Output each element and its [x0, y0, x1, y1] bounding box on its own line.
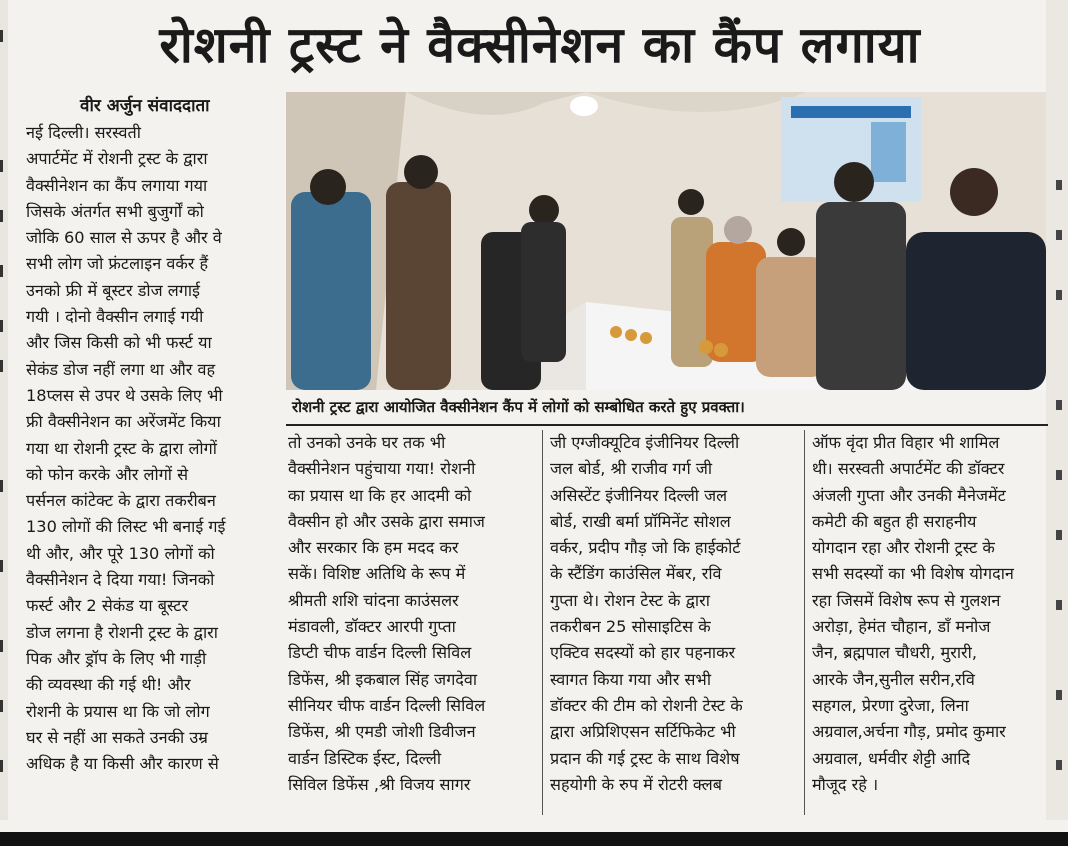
event-photo	[286, 92, 1046, 390]
article-line: पिक और ड्रॉप के लिए भी गाड़ी	[26, 648, 207, 668]
article-line: के स्टैंडिंग काउंसिल मेंबर, रवि	[550, 564, 722, 584]
article-line: स्वागत किया गया और सभी	[550, 669, 712, 689]
article-line: सेकंड डोज नहीं लगा था और वह	[26, 359, 216, 379]
article-line: उनको फ्री में बूस्टर डोज लगाई	[26, 280, 200, 300]
article-line: एक्टिव सदस्यों को हार पहनाकर	[550, 643, 736, 663]
article-line: तकरीबन 25 सोसाइटिस के	[550, 617, 711, 637]
article-line: अपार्टमेंट में रोशनी ट्रस्ट के द्वारा	[26, 149, 208, 169]
article-line: सिविल डिफेंस ,श्री विजय सागर	[288, 774, 471, 794]
article-line: सीनियर चीफ वार्डन दिल्ली सिविल	[288, 695, 486, 715]
article-line: अरोड़ा, हेमंत चौहान, डॉं मनोज	[812, 617, 991, 637]
article-line: अग्रवाल,अर्चना गौड़, प्रमोद कुमार	[812, 722, 1006, 742]
article-line: गुप्ता थे। रोशन टेस्ट के द्वारा	[550, 590, 710, 610]
article-line: 130 लोगों की लिस्ट भी बनाई गई	[26, 517, 226, 537]
article-line: श्रीमती शशि चांदना काउंसलर	[288, 590, 459, 610]
article-line: योगदान रहा और रोशनी ट्रस्ट के	[812, 538, 995, 558]
article-line: घर से नहीं आ सकते उनकी उम्र	[26, 727, 208, 747]
article-line: बोर्ड, राखी बर्मा प्रॉमिनेंट सोशल	[550, 511, 731, 531]
photo-caption: रोशनी ट्रस्ट द्वारा आयोजित वैक्सीनेशन कैंप में लोगों को सम्बोधित करते हुए प्रवक्ता।	[292, 398, 745, 416]
article-line: डिफेंस, श्री इकबाल सिंह जगदेवा	[288, 669, 478, 689]
article-column-4	[812, 430, 1052, 798]
article-line: अग्रवाल, धर्मवीर शेट्टी आदि	[812, 748, 971, 768]
article-line: मंडावली, डॉक्टर आरपी गुप्ता	[288, 617, 456, 637]
article-line: 18प्लस से उपर थे उसके लिए भी	[26, 385, 223, 405]
article-line: कमेटी की बहुत ही सराहनीय	[812, 511, 977, 531]
column-divider	[804, 430, 805, 815]
article-line: सभी सदस्यों का भी विशेष योगदान	[812, 564, 1014, 584]
article-line: जोकि 60 साल से ऊपर है और वे	[26, 228, 222, 248]
article-line: और जिस किसी को भी फर्स्ट या	[26, 333, 212, 353]
article-line: थी और, और पूरे 130 लोगों को	[26, 543, 215, 563]
article-line: फ्री वैक्सीनेशन का अरेंजमेंट किया	[26, 412, 221, 432]
article-line: जैन, ब्रह्मपाल चौधरी, मुरारी,	[812, 643, 977, 663]
article-line: वैक्सीनेशन का कैंप लगाया गया	[26, 175, 208, 195]
article-line: सभी लोग जो फ्रंटलाइन वर्कर हैं	[26, 254, 209, 274]
article-line: रोशनी के प्रयास था कि जो लोग	[26, 701, 210, 721]
article-column-1	[26, 120, 264, 777]
article-line: ऑफ वृंदा प्रीत विहार भी शामिल	[812, 433, 1000, 452]
article-line: वैक्सीन हो और उसके द्वारा समाज	[288, 511, 485, 531]
article-line: सकें। विशिष्ट अतिथि के रूप में	[288, 564, 466, 584]
article-line: अधिक है या किसी और कारण से	[26, 754, 219, 774]
article-line: फर्स्ट और 2 सेकंड या बूस्टर	[26, 596, 189, 616]
article-column-2	[288, 430, 528, 798]
article-line: द्वारा अप्रिशिएसन सर्टिफिकेट भी	[550, 722, 736, 742]
article-line: सहयोगी के रुप में रोटरी क्लब	[550, 774, 722, 794]
article-line: जल बोर्ड, श्री राजीव गर्ग जी	[550, 459, 713, 479]
article-headline: रोशनी ट्रस्ट ने वैक्सीनेशन का कैंप लगाया	[159, 16, 921, 74]
article-line: गयी । दोनो वैक्सीन लगाई गयी	[26, 307, 204, 327]
caption-rule	[286, 424, 1048, 426]
article-line: वैक्सीनेशन पहुंचाया गया! रोशनी	[288, 459, 476, 479]
article-line: और सरकार कि हम मदद कर	[288, 538, 459, 558]
article-line: थी। सरस्वती अपार्टमेंट की डॉक्टर	[812, 459, 1005, 479]
article-line: डिप्टी चीफ वार्डन दिल्ली सिविल	[288, 643, 472, 663]
article-line: को फोन करके और लोगों से	[26, 464, 189, 484]
article-line: मौजूद रहे ।	[812, 774, 879, 794]
column-divider	[542, 430, 543, 815]
article-line: जी एग्जीक्यूटिव इंजीनियर दिल्ली	[550, 433, 740, 452]
article-line: वैक्सीनेशन दे दिया गया! जिनको	[26, 570, 215, 590]
event-photo-illustration	[286, 92, 1046, 390]
article-line: का प्रयास था कि हर आदमी को	[288, 485, 472, 505]
article-line: डोज लगना है रोशनी ट्रस्ट के द्वारा	[26, 622, 218, 642]
article-line: पर्सनल कांटेक्ट के द्वारा तकरीबन	[26, 491, 216, 511]
article-line: रहा जिसमें विशेष रूप से गुलशन	[812, 590, 1001, 610]
article-line: सहगल, प्रेरणा दुरेजा, लिना	[812, 695, 969, 715]
byline: वीर अर्जुन संवाददाता	[80, 96, 210, 116]
article-line: असिस्टेंट इंजीनियर दिल्ली जल	[550, 485, 728, 505]
article-line: डॉक्टर की टीम को रोशनी टेस्ट के	[550, 695, 743, 715]
article-line: वर्कर, प्रदीप गौड़ जो कि हाईकोर्ट	[550, 538, 741, 558]
article-line: नई दिल्ली। सरस्वती	[26, 123, 141, 142]
article-line: अंजली गुप्ता और उनकी मैनेजमेंट	[812, 485, 1006, 505]
page-left-edge	[0, 0, 8, 820]
article-line: की व्यवस्था की गई थी! और	[26, 675, 191, 695]
article-line: प्रदान की गई ट्रस्ट के साथ विशेष	[550, 748, 740, 768]
article-column-3	[550, 430, 790, 798]
article-line: गया था रोशनी ट्रस्ट के द्वारा लोगों	[26, 438, 217, 458]
article-line: आरके जैन,सुनील सरीन,रवि	[812, 669, 975, 689]
article-line: वार्डन डिस्टिक ईस्ट, दिल्ली	[288, 748, 442, 768]
page-bottom-edge	[0, 832, 1068, 846]
article-line: डिफेंस, श्री एमडी जोशी डिवीजन	[288, 722, 476, 742]
article-line: तो उनको उनके घर तक भी	[288, 433, 446, 452]
article-line: जिसके अंतर्गत सभी बुजुर्गों को	[26, 201, 204, 221]
